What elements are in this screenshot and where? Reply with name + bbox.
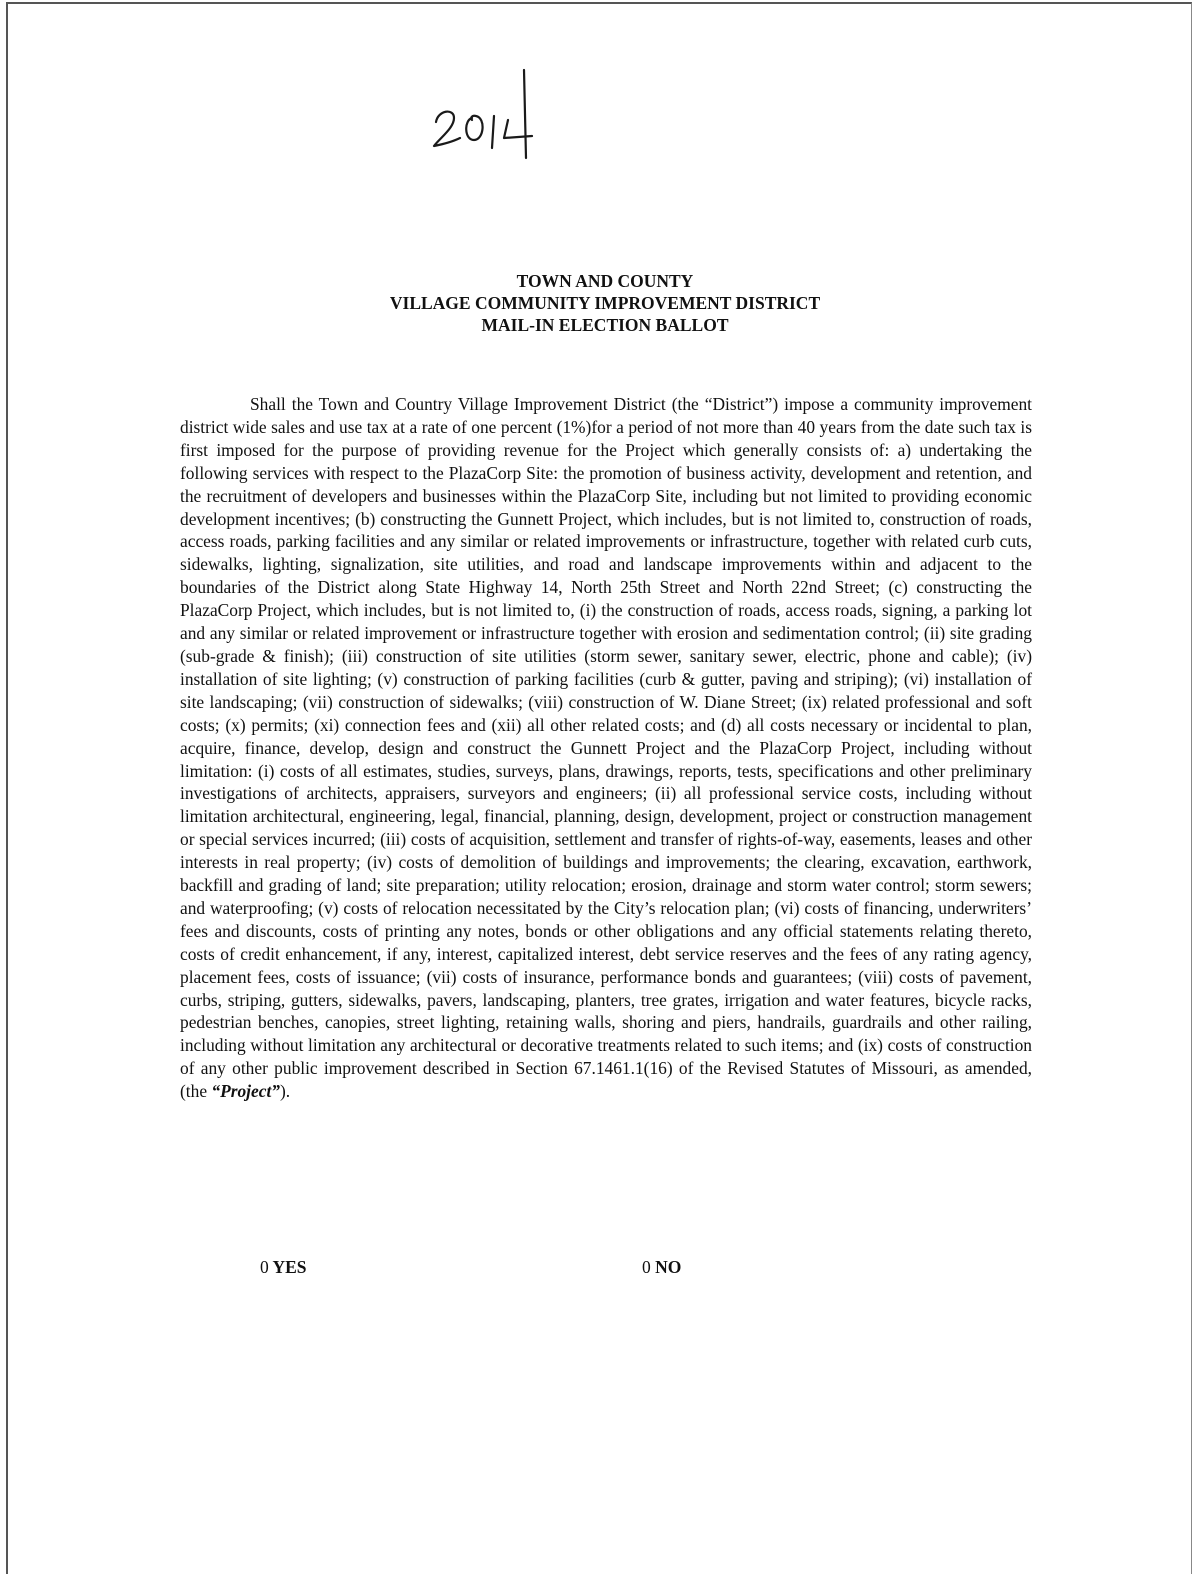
project-term: “Project”: [211, 1081, 280, 1102]
ballot-question-main: Shall the Town and Country Village Improvement District (the “District”) impose a community improvement district wide sales and use tax at a rate of one percent (1%)for a period of not more than 40 years from the date such tax is first imposed for the purpose of providing revenue for the Project which generally consists of: a) undertaking the following services with respect to the PlazaCorp Site: the promotion of business activity, development and retention, and the recruitment of developers and businesses within the PlazaCorp Site, including but not limited to providing economic development incentives; (b) constructing the Gunnett Project, which includes, but is not limited to, construction of roads, access roads, parking facilities and any similar or related improvements or infrastructure, together with related curb cuts, sidewalks, lighting, signalization, site utilities, and road and landscape improvements within and adjacent to the boundaries of the District along State Highway 14, North 25th Street and North 22nd Street; (c) constructing the PlazaCorp Project, which includes, but is not limited to, (i) the construction of roads, access roads, signing, a parking lot and any similar or related improvement or infrastructure together with erosion and sedimentation control; (ii) site grading (sub-grade & finish); (iii) construction of site utilities (storm sewer, sanitary sewer, electric, phone and cable); (iv) installation of site lighting; (v) construction of parking facilities (curb & gutter, paving and striping); (vi) installation of site landscaping; (vii) construction of sidewalks; (viii) construction of W. Diane Street; (ix) related professional and soft costs; (x) permits; (xi) connection fees and (xii) all other related costs; and (d) all costs necessary or incidental to plan, acquire, finance, develop, design and construct the Gunnett Project and the PlazaCorp Project, including without limitation: (i) costs of all estimates, studies, surveys, plans, drawings, reports, tests, specifications and other preliminary investigations of architects, appraisers, surveyors and engineers; (ii) all professional service costs, including without limitation architectural, engineering, legal, financial, planning, design, development, project or construction management or special services incurred; (iii) costs of acquisition, settlement and transfer of rights-of-way, easements, leases and other interests in real property; (iv) costs of demolition of buildings and improvements; the clearing, excavation, earthwork, backfill and grading of land; site preparation; utility relocation; erosion, drainage and storm water control; storm sewers; and waterproofing; (v) costs of relocation necessitated by the City’s relocation plan; (vi) costs of financing, underwriters’ fees and discounts, costs of printing any notes, bonds or other obligations and any official statements relating thereto, costs of credit enhancement, if any, interest, capitalized interest, debt service reserves and the fees of any rating agency, placement fees, costs of issuance; (vii) costs of insurance, performance bonds and guarantees; (viii) costs of pavement, curbs, striping, gutters, sidewalks, pavers, landscaping, planters, tree grates, irrigation and water features, bicycle racks, pedestrian benches, canopies, street lighting, retaining walls, shoring and piers, handrails, guardrails and other railing, including without limitation any architectural or decorative treatments related to such items; and (ix) costs of construction of any other public improvement described in Section 67.1461.1(16) of the Revised Statutes of Missouri, as amended, (the: [180, 394, 1032, 1102]
yes-checkbox[interactable]: 0: [260, 1257, 269, 1277]
title-line-2: VILLAGE COMMUNITY IMPROVEMENT DISTRICT: [389, 293, 821, 313]
title-line-1: TOWN AND COUNTY: [516, 271, 694, 291]
yes-label: YES: [272, 1257, 307, 1277]
no-checkbox[interactable]: 0: [642, 1257, 651, 1277]
yes-option[interactable]: [260, 1257, 307, 1278]
ballot-question-ending: ).: [279, 1081, 291, 1102]
no-option[interactable]: [642, 1257, 681, 1278]
handwritten-2014-signature: [428, 60, 578, 160]
handwritten-year-note: [428, 60, 578, 160]
no-label: NO: [655, 1257, 682, 1277]
ballot-title: [0, 270, 1200, 336]
ballot-question-text: [180, 393, 1032, 1103]
title-line-3: MAIL-IN ELECTION BALLOT: [481, 315, 729, 335]
